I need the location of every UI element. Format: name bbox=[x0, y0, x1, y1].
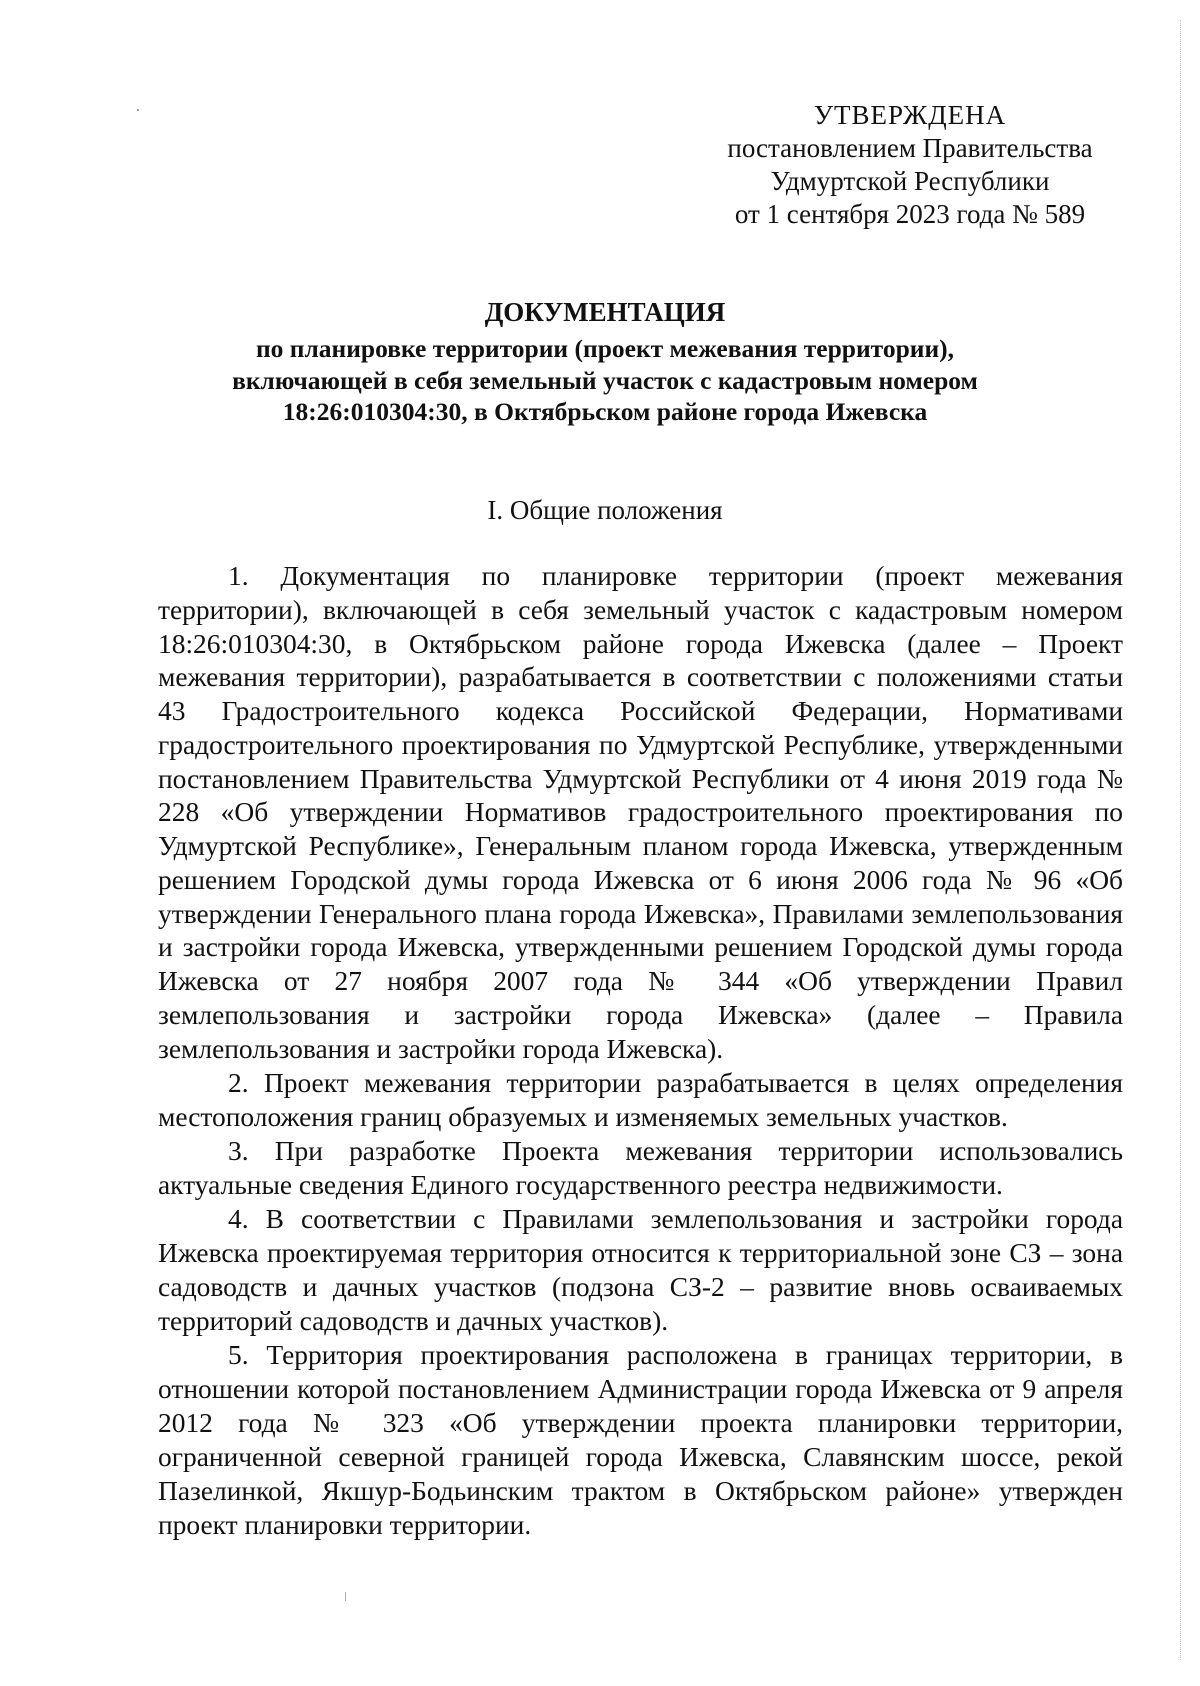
paragraph: 3. При разработке Проекта межевания территории использовались актуальные сведения Единого государственного реестра недвижимости. bbox=[158, 1136, 1123, 1201]
document-subtitle: по планировке территории (проект межевания территории), включающей в себя земельный участок с кадастровым номером 18:26:010304:30, в Октябрьском районе города Ижевска bbox=[232, 334, 978, 426]
document-title: ДОКУМЕНТАЦИЯ bbox=[484, 297, 726, 327]
paragraph: 4. В соответствии с Правилами землепользования и застройки города Ижевска проектируемая территория относится к территориальной зоне СЗ – зона садоводств и дачных участков (подзона СЗ-2 – развитие вновь осваиваемых территорий садоводств и дачных участков). bbox=[158, 1204, 1123, 1337]
scan-edge-artifact bbox=[1180, 20, 1181, 1660]
approval-heading: УТВЕРЖДЕНА bbox=[813, 100, 1007, 130]
paragraph: 2. Проект межевания территории разрабатывается в целях определения местоположения границ образуемых и изменяемых земельных участков. bbox=[158, 1068, 1123, 1133]
approval-line: постановлением Правительства bbox=[727, 133, 1093, 163]
approval-block bbox=[700, 99, 1120, 231]
scan-speck bbox=[137, 109, 139, 111]
section-body bbox=[158, 560, 1123, 1542]
approval-date-line: от 1 сентября 2023 года № 589 bbox=[734, 199, 1086, 229]
scan-speck bbox=[345, 1592, 346, 1601]
approval-line: Удмуртской Республики bbox=[770, 166, 1050, 196]
paragraph: 5. Территория проектирования расположена в границах территории, в отношении которой постановлением Администрации города Ижевска от 9 апреля 2012 года № 323 «Об утверждении проекта планировки территории, ограниченной северной границей города Ижевска, Славянским шоссе, рекой Пазелинкой, Якшур-Бодьинским трактом в Октябрьском районе» утвержден проект планировки территории. bbox=[158, 1340, 1123, 1541]
paragraph: 1. Документация по планировке территории (проект межевания территории), включающей в себя земельный участок с кадастровым номером 18:26:010304:30, в Октябрьском районе города Ижевска (далее – Проект межевания территории), разрабатывается в соответствии с положениями статьи 43 Градостроительного кодекса Российской Федерации, Нормативами градостроительного проектирования по Удмуртской Республике, утвержденными постановлением Правительства Удмуртской Республики от 4 июня 2019 года № 228 «Об утверждении Нормативов градостроительного проектирования по Удмуртской Республике», Генеральным планом города Ижевска, утвержденным решением Городской думы города Ижевска от 6 июня 2006 года № 96 «Об утверждении Генерального плана города Ижевска», Правилами землепользования и застройки города Ижевска, утвержденными решением Городской думы города Ижевска от 27 ноября 2007 года № 344 «Об утверждении Правил землепользования и застройки города Ижевска» (далее – Правила землепользования и застройки города Ижевска). bbox=[158, 561, 1123, 1064]
section-heading: I. Общие положения bbox=[487, 495, 723, 525]
